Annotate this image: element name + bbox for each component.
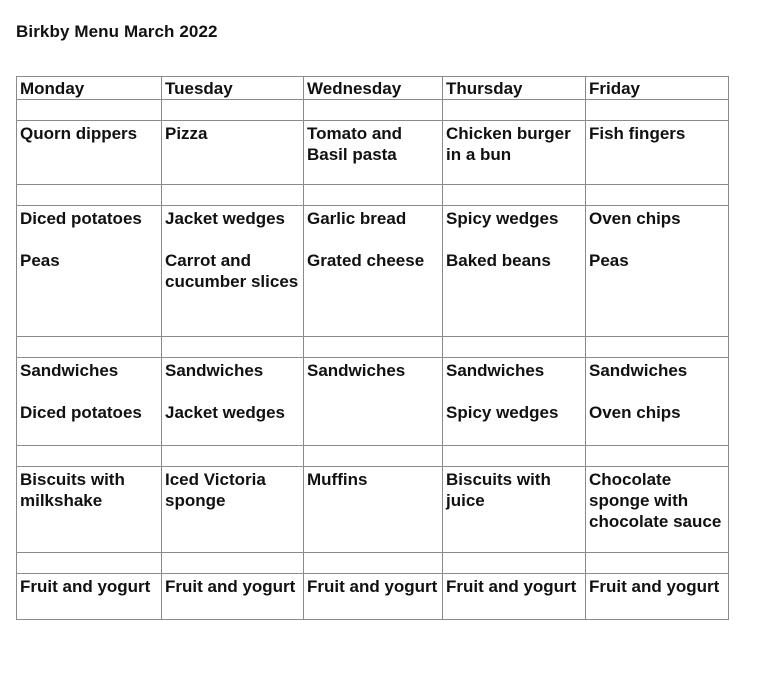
main-monday: Quorn dippers	[17, 121, 162, 185]
dessert-tuesday: Iced Victoria sponge	[162, 467, 304, 553]
fruit-tuesday: Fruit and yogurt	[162, 574, 304, 620]
sandwich-item: Sandwiches	[165, 361, 264, 380]
side-item: Baked beans	[446, 251, 551, 270]
sandwich-item: Diced potatoes	[20, 403, 142, 422]
sandwich-wednesday	[304, 358, 443, 446]
day-tuesday: Tuesday	[162, 77, 304, 100]
day-friday: Friday	[586, 77, 729, 100]
main-course-row	[17, 121, 729, 185]
sandwich-friday	[586, 358, 729, 446]
fruit-thursday: Fruit and yogurt	[443, 574, 586, 620]
sandwich-row	[17, 358, 729, 446]
spacer-row	[17, 446, 729, 467]
sandwich-item: Sandwiches	[20, 361, 119, 380]
fruit-wednesday: Fruit and yogurt	[304, 574, 443, 620]
fruit-row	[17, 574, 729, 620]
dessert-thursday: Biscuits with juice	[443, 467, 586, 553]
dessert-friday: Chocolate sponge with chocolate sauce	[586, 467, 729, 553]
fruit-monday: Fruit and yogurt	[17, 574, 162, 620]
dessert-row	[17, 467, 729, 553]
fruit-friday: Fruit and yogurt	[586, 574, 729, 620]
side-item: Garlic bread	[307, 209, 407, 228]
day-wednesday: Wednesday	[304, 77, 443, 100]
spacer-row	[17, 185, 729, 206]
spacer-row	[17, 553, 729, 574]
side-item: Carrot and cucumber slices	[165, 251, 299, 291]
sides-row	[17, 206, 729, 337]
day-monday: Monday	[17, 77, 162, 100]
page-title: Birkby Menu March 2022	[16, 22, 218, 41]
sides-monday	[17, 206, 162, 337]
side-item: Peas	[589, 251, 629, 270]
sandwich-item: Sandwiches	[307, 361, 406, 380]
side-item: Jacket wedges	[165, 209, 286, 228]
main-tuesday: Pizza	[162, 121, 304, 185]
main-wednesday: Tomato and Basil pasta	[304, 121, 443, 185]
sandwich-item: Jacket wedges	[165, 403, 286, 422]
dessert-monday: Biscuits with milkshake	[17, 467, 162, 553]
dessert-wednesday: Muffins	[304, 467, 443, 553]
sandwich-item: Sandwiches	[446, 361, 545, 380]
sides-thursday	[443, 206, 586, 337]
day-thursday: Thursday	[443, 77, 586, 100]
side-item: Oven chips	[589, 209, 681, 228]
side-item: Diced potatoes	[20, 209, 142, 228]
sides-wednesday	[304, 206, 443, 337]
sandwich-tuesday	[162, 358, 304, 446]
side-item: Grated cheese	[307, 251, 425, 270]
side-item: Peas	[20, 251, 60, 270]
sandwich-thursday	[443, 358, 586, 446]
sandwich-monday	[17, 358, 162, 446]
main-thursday: Chicken burger in a bun	[443, 121, 586, 185]
sandwich-item: Oven chips	[589, 403, 681, 422]
sandwich-item: Spicy wedges	[446, 403, 559, 422]
spacer-row	[17, 100, 729, 121]
sides-friday	[586, 206, 729, 337]
spacer-row	[17, 337, 729, 358]
sandwich-item: Sandwiches	[589, 361, 688, 380]
main-friday: Fish fingers	[586, 121, 729, 185]
header-row	[17, 77, 729, 100]
menu-table	[16, 76, 729, 620]
side-item: Spicy wedges	[446, 209, 559, 228]
sides-tuesday	[162, 206, 304, 337]
